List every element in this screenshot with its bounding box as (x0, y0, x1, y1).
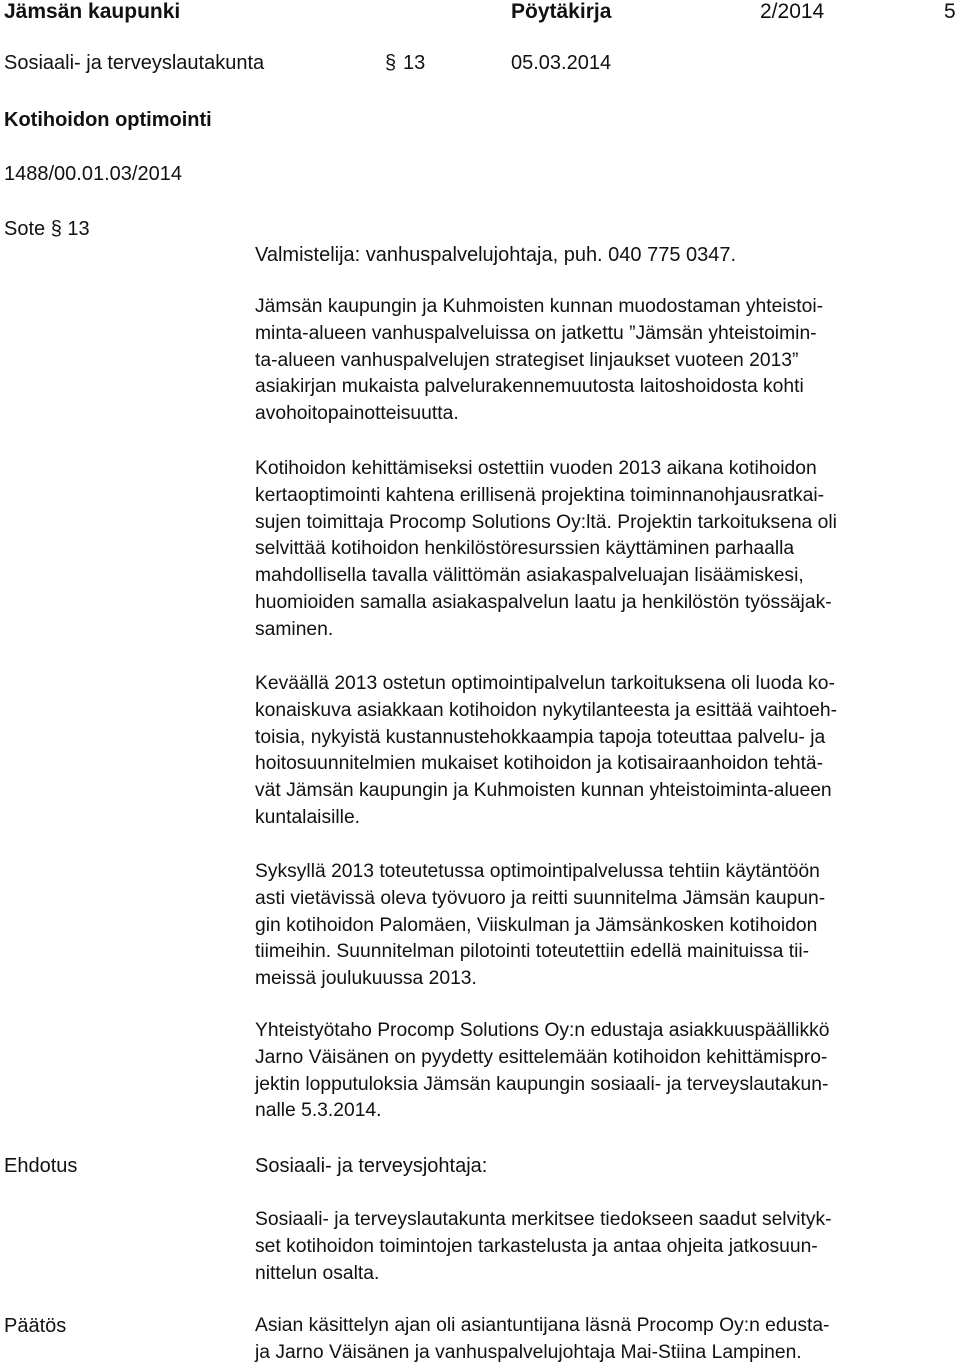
paragraph-1 (255, 294, 955, 428)
text-line: jektin lopputuloksia Jämsän kaupungin sosiaali- ja terveyslautakun- (255, 1073, 829, 1095)
text-line: mahdollisella tavalla välittömän asiakaspalveluajan lisäämiskesi, (255, 565, 804, 587)
text-line: hoitosuunnitelmien mukaiset kotihoidon ja kotisairaanhoidon tehtä- (255, 753, 824, 775)
section-mark: § (385, 52, 397, 74)
text-line: nittelun osalta. (255, 1262, 380, 1284)
proposal-label: Ehdotus (4, 1155, 78, 1177)
paragraph-4 (255, 859, 955, 993)
text-line: Yhteistyötaho Procomp Solutions Oy:n edustaja asiakkuuspäällikkö (255, 1020, 830, 1041)
text-line: huomioiden samalla asiakaspalvelun laatu ja henkilöstön työssäjak- (255, 591, 832, 613)
record-number: 1488/00.01.03/2014 (4, 163, 182, 185)
text-line: meissä joulukuussa 2013. (255, 968, 477, 990)
text-line: kertaoptimointi kahtena erillisenä projektina toiminnanohjausratkai- (255, 484, 825, 506)
paragraph-2 (255, 456, 955, 644)
committee-name: Sosiaali- ja terveyslautakunta (4, 52, 265, 74)
meeting-date: 05.03.2014 (511, 52, 612, 74)
text-line: minta-alueen vanhuspalveluissa on jatkettu ”Jämsän yhteistoimin- (255, 322, 817, 344)
document-type: Pöytäkirja (511, 0, 612, 23)
text-line: konaiskuva asiakkaan kotihoidon nykytilanteesta ja esittää vaihtoeh- (255, 699, 838, 721)
text-line: Sosiaali- ja terveyslautakunta merkitsee tiedokseen saadut selvityk- (255, 1209, 832, 1230)
text-line: Syksyllä 2013 toteutetussa optimointipalvelussa tehtiin käytäntöön (255, 861, 820, 882)
text-line: selvittää kotihoidon henkilöstöresurssien käyttäminen parhaalla (255, 538, 795, 560)
text-line: nalle 5.3.2014. (255, 1100, 382, 1122)
text-line: Jarno Väisänen on pyydetty esittelemään kotihoidon kehittämispro- (255, 1046, 828, 1068)
text-line: Jämsän kaupungin ja Kuhmoisten kunnan muodostaman yhteistoi- (255, 296, 824, 317)
text-line: asiakirjan mukaista palvelurakennemuutosta laitoshoidosta kohti (255, 376, 804, 398)
text-line: avohoitopainotteisuutta. (255, 403, 459, 425)
text-line: gin kotihoidon Palomäen, Viiskulman ja Jämsänkosken kotihoidon (255, 914, 818, 936)
text-line: vät Jämsän kaupungin ja Kuhmoisten kunnan yhteistoiminta-alueen (255, 780, 832, 802)
text-line: set kotihoidon toimintojen tarkastelusta ja antaa ohjeita jatkosuun- (255, 1235, 818, 1257)
sote-label: Sote (4, 218, 46, 240)
section-mark: § (50, 218, 62, 240)
preparer-line: Valmistelija: vanhuspalvelujohtaja, puh. 040 775 0347. (255, 244, 737, 266)
text-line: ta-alueen vanhuspalvelujen strategiset linjaukset vuoteen 2013” (255, 349, 799, 371)
text-line: Kotihoidon kehittämiseksi ostettiin vuoden 2013 aikana kotihoidon (255, 458, 817, 479)
paragraph-5 (255, 1018, 955, 1125)
proposal-text (255, 1207, 955, 1287)
sote-section-number: 13 (67, 218, 90, 240)
text-line: sujen toimittaja Procomp Solutions Oy:ltä. Projektin tarkoituksena oli (255, 511, 837, 533)
proposal-presenter: Sosiaali- ja terveysjohtaja: (255, 1155, 488, 1177)
organization-name: Jämsän kaupunki (4, 0, 181, 23)
decision-label: Päätös (4, 1315, 67, 1337)
text-line: ja Jarno Väisänen ja vanhuspalvelujohtaja Mai-Stiina Lampinen. (255, 1341, 802, 1363)
text-line: asti vietävissä oleva työvuoro ja reitti suunnitelma Jämsän kaupun- (255, 887, 826, 909)
paragraph-3 (255, 671, 955, 832)
page-number: 5 (944, 0, 956, 23)
text-line: kuntalaisille. (255, 806, 361, 828)
text-line: Asian käsittelyn ajan oli asiantuntijana läsnä Procomp Oy:n edusta- (255, 1315, 830, 1336)
document-number: 2/2014 (760, 0, 825, 23)
text-line: saminen. (255, 618, 334, 640)
decision-text (255, 1313, 955, 1367)
item-title: Kotihoidon optimointi (4, 109, 212, 131)
sote-section (4, 216, 90, 242)
section-number: 13 (403, 52, 426, 74)
text-line: toisia, nykyistä kustannustehokkaampia tapoja toteuttaa palvelu- ja (255, 726, 826, 748)
text-line: Keväällä 2013 ostetun optimointipalvelun tarkoituksena oli luoda ko- (255, 673, 835, 694)
text-line: tiimeihin. Suunnitelman pilotointi toteutettiin edellä mainituissa tii- (255, 941, 810, 963)
